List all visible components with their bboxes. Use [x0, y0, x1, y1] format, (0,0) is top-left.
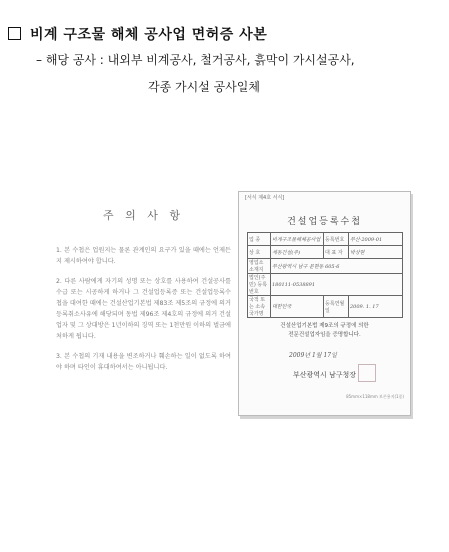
row-value: 세동건설(주) — [271, 246, 324, 259]
row-label: 국적 또는 소속국가명 — [248, 296, 271, 318]
certificate-table — [247, 232, 403, 318]
row-label: 영업소 소재지 — [248, 259, 271, 274]
row-value-2: 박상현 — [349, 246, 403, 259]
row-label: 업 종 — [248, 233, 271, 246]
certificate-title: 건설업등록수첩 — [287, 217, 362, 227]
row-label-2: 대 표 자 — [324, 246, 349, 259]
table-row — [248, 296, 403, 318]
table-row — [248, 259, 403, 274]
notice-item-2: 2. 다른 사람에게 자기의 성명 또는 상호를 사용하여 건설공사를 수급 또는 시공하게 하거나 그 건설업등록증 또는 건설업등록수첩을 대여한 때에는 건설산업기본법 제83조 제5조의 규정에 의거 등록취소사유에 해당되며 동법 제96조 제4호의 규정에 의거 건설업자 및 그 상대방은 1년이하의 징역 또는 1천만원 이하의 벌금에 처하게 됩니다. — [56, 278, 232, 340]
scope-line-2: 각종 가시설 공사일체 — [148, 80, 260, 94]
issue-date: 2009년 1월 17일 — [289, 352, 337, 359]
heading-title: 비계 구조물 해체 공사업 면허증 사본 — [30, 27, 268, 43]
paper-spec: 85mm×118mm 보존용지(1종) — [346, 394, 404, 399]
notice-title: 주 의 사 항 — [103, 209, 184, 222]
registration-certificate — [238, 191, 411, 416]
row-label: 법인(주민) 등록번호 — [248, 274, 271, 296]
row-label-2: 등록번호 — [324, 233, 349, 246]
row-value-2: 부산-2009-01 — [349, 233, 403, 246]
empty-square-icon — [8, 27, 21, 40]
certificate-statement-1: 건설산업기본법 제9조의 규정에 의한 — [280, 323, 369, 329]
row-value-2: 2009. 1. 17 — [349, 296, 403, 318]
notice-item-3: 3. 본 수첩의 기재 내용을 변조하거나 훼손하는 일이 없도록 하여야 하며 타인이 휴대하여서는 아니됩니다. — [56, 353, 231, 371]
notice-item-1: 1. 본 수첩은 업원지는 물론 관계인의 요구가 있을 때에는 언제든지 제시하여야 합니다. — [56, 247, 231, 265]
section-heading — [8, 24, 267, 44]
table-row — [248, 274, 403, 296]
row-value: 180111-0538891 — [271, 274, 403, 296]
notice-page — [56, 193, 231, 443]
table-row — [248, 233, 403, 246]
official-seal-icon — [358, 364, 376, 382]
row-value: 부산광역시 남구 문현동 605-6 — [271, 259, 403, 274]
row-value: 대한민국 — [271, 296, 324, 318]
table-row — [248, 246, 403, 259]
row-value: 비계구조물해체공사업 — [271, 233, 324, 246]
scope-line-1: – 해당 공사 : 내외부 비계공사, 철거공사, 흙막이 가시설공사, — [36, 53, 355, 67]
form-number: [서식 제4호 서식] — [245, 195, 285, 201]
certificate-statement-2: 전문건설업자임을 증명합니다. — [288, 332, 361, 338]
row-label-2: 등록연월일 — [324, 296, 349, 318]
row-label: 상 호 — [248, 246, 271, 259]
issuer-name: 부산광역시 남구청장 — [292, 371, 357, 379]
